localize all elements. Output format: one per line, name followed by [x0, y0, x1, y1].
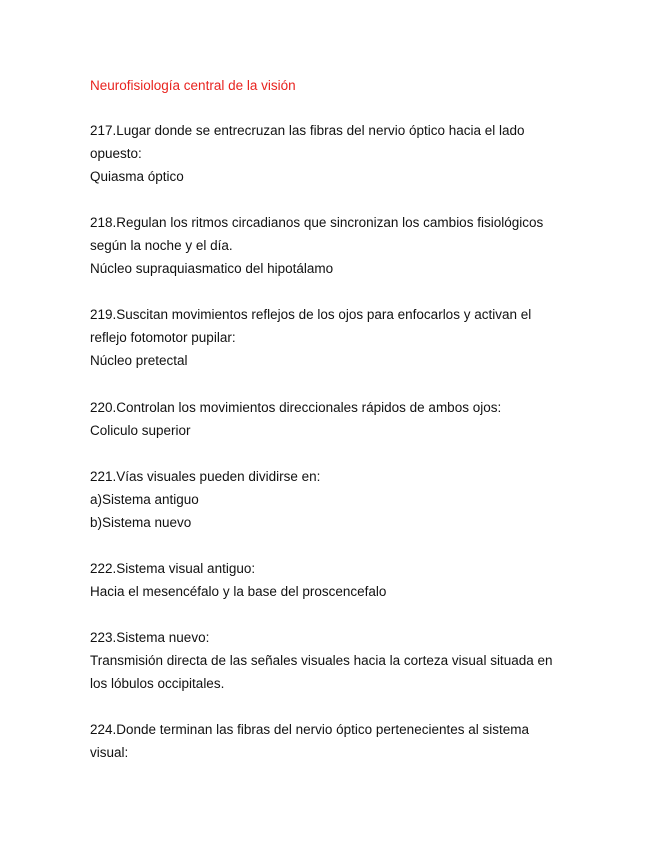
- question-line: reflejo fotomotor pupilar:: [90, 330, 236, 345]
- question-line: 220.Controlan los movimientos direccionales rápidos de ambos ojos:: [90, 400, 502, 415]
- question-line: 218.Regulan los ritmos circadianos que sincronizan los cambios fisiológicos: [90, 215, 544, 230]
- answer-line: Transmisión directa de las señales visuales hacia la corteza visual situada en: [90, 653, 553, 668]
- question-line: 217.Lugar donde se entrecruzan las fibras del nervio óptico hacia el lado: [90, 123, 525, 138]
- question-line: opuesto:: [90, 146, 142, 161]
- answer-line: Quiasma óptico: [90, 169, 184, 184]
- question-line: 224.Donde terminan las fibras del nervio óptico pertenecientes al sistema: [90, 722, 529, 737]
- answer-line: Coliculo superior: [90, 423, 191, 438]
- document-title: Neurofisiología central de la visión: [90, 78, 296, 93]
- answer-line: Hacia el mesencéfalo y la base del proscencefalo: [90, 584, 387, 599]
- answer-line: Núcleo supraquiasmatico del hipotálamo: [90, 261, 334, 276]
- question-line: 219.Suscitan movimientos reflejos de los ojos para enfocarlos y activan el: [90, 307, 532, 322]
- question-line: 221.Vías visuales pueden dividirse en:: [90, 469, 321, 484]
- question-line: visual:: [90, 745, 129, 760]
- answer-line: Núcleo pretectal: [90, 353, 188, 368]
- question-line: 223.Sistema nuevo:: [90, 630, 210, 645]
- question-line: 222.Sistema visual antiguo:: [90, 561, 256, 576]
- answer-line: a)Sistema antiguo: [90, 492, 199, 507]
- answer-line: los lóbulos occipitales.: [90, 676, 225, 691]
- answer-line: b)Sistema nuevo: [90, 515, 192, 530]
- question-line: según la noche y el día.: [90, 238, 233, 253]
